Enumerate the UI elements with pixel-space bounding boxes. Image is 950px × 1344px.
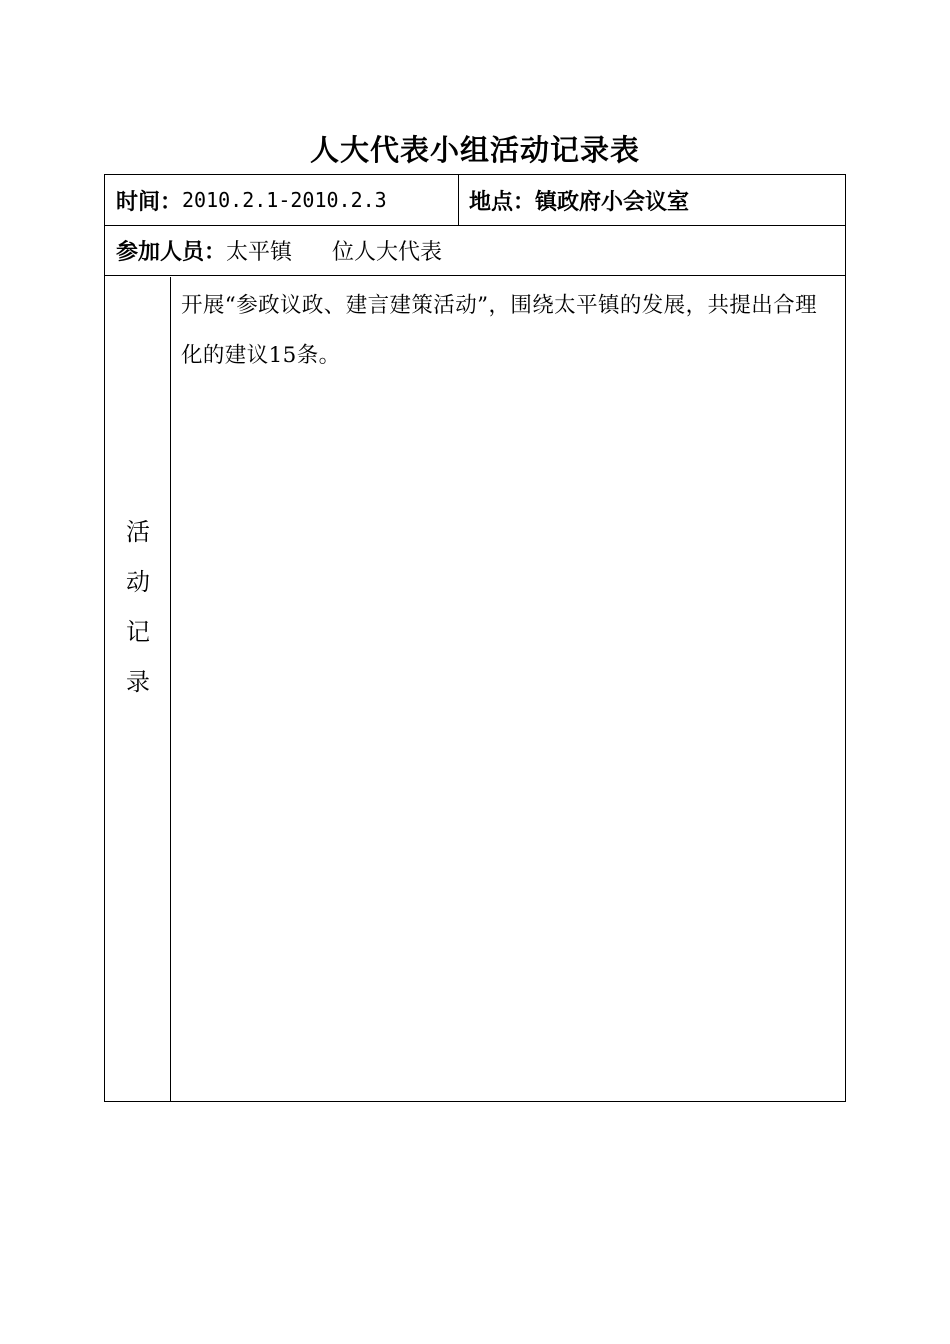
place-label: 地点：: [469, 188, 536, 215]
time-cell: [105, 175, 459, 225]
attendees-town: 太平镇: [226, 240, 293, 265]
record-label-char: 记: [126, 618, 150, 646]
attendees-label: 参加人员：: [116, 239, 227, 265]
place-value: 镇政府小会议室: [535, 188, 690, 215]
record-content-cell: [171, 277, 845, 1101]
record-label-char: 录: [126, 668, 150, 696]
record-label-cell: [105, 277, 171, 1101]
time-label: 时间：: [116, 188, 183, 215]
record-label-char: 活: [126, 518, 150, 546]
document-title: 人大代表小组活动记录表: [309, 133, 640, 167]
record-content-text: 开展“参政议政、建言建策活动”，围绕太平镇的发展，共提出合理化的建议15条。: [181, 293, 817, 368]
time-value: 2010.2.1-2010.2.3: [182, 188, 387, 212]
time-place-row: [105, 175, 845, 226]
record-label-char: 动: [126, 568, 150, 596]
activity-record-form: [104, 174, 846, 1102]
record-label: [105, 507, 171, 707]
attendees-row: [105, 226, 845, 276]
attendees-count-text: 位人大代表: [332, 240, 443, 265]
place-cell: [459, 175, 845, 225]
attendees-cell: [105, 226, 845, 275]
